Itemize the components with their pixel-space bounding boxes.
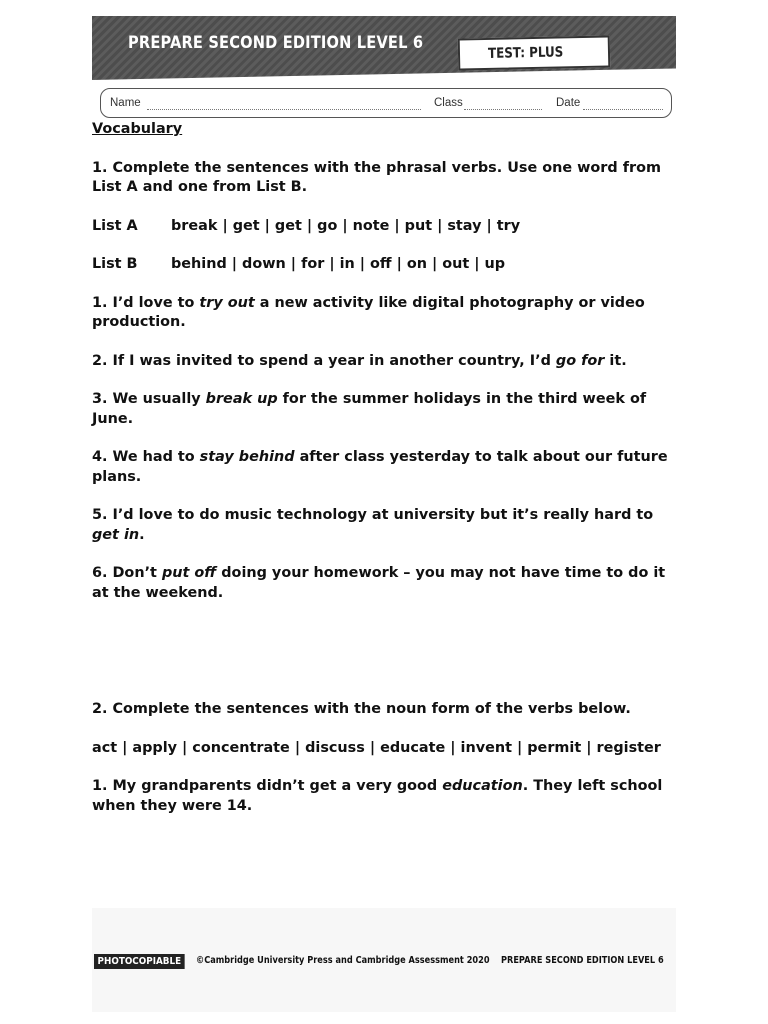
list-b: [92, 255, 682, 275]
sentence-item: 6. Don’t put off doing your homework – you may not have time to do it at the weekend.: [92, 565, 666, 601]
list-a: [92, 217, 682, 237]
sentence-item: 1. I’d love to try out a new activity like digital photography or video production.: [92, 294, 645, 330]
page-footer: [92, 954, 676, 970]
answer-text: go for: [555, 352, 605, 369]
exercise-1-instruction: 1. Complete the sentences with the phrasal verbs. Use one word from List A and one from List B.: [92, 159, 661, 195]
sentence-item: 1. My grandparents didn’t get a very good education. They left school when they were 14.: [92, 778, 663, 814]
class-label: Class: [434, 97, 463, 109]
section-heading: Vocabulary: [92, 121, 183, 137]
answer-text: get in: [92, 526, 140, 543]
footer-edition-title: PREPARE SECOND EDITION LEVEL 6: [501, 955, 664, 966]
answer-text: break up: [205, 391, 278, 407]
exercise-2-instruction: 2. Complete the sentences with the noun form of the verbs below.: [92, 701, 631, 717]
copyright-notice: ©Cambridge University Press and Cambridge Assessment 2020: [196, 955, 490, 966]
test-type-box: [458, 35, 611, 70]
sentence-item: 3. We usually break up for the summer holidays in the third week of June.: [92, 391, 647, 427]
sentence-item: 4. We had to stay behind after class yesterday to talk about our future plans.: [92, 449, 668, 485]
name-label: Name: [110, 97, 141, 109]
answer-text: put off: [161, 565, 217, 581]
list-a-label: List A: [92, 217, 138, 234]
date-field[interactable]: [583, 109, 663, 110]
list-a-words: break | get | get | go | note | put | stay | try: [171, 217, 521, 234]
worksheet-content: [92, 120, 682, 816]
name-field[interactable]: [147, 109, 421, 110]
sentence-item: 2. If I was invited to spend a year in another country, I’d go for it.: [92, 352, 627, 369]
header-title: PREPARE SECOND EDITION LEVEL 6: [128, 33, 424, 53]
verb-list: act | apply | concentrate | discuss | educate | invent | permit | register: [92, 739, 661, 756]
sentence-item: 5. I’d love to do music technology at university but it’s really hard to get in.: [92, 507, 654, 543]
list-b-label: List B: [92, 256, 138, 272]
test-type-label: TEST: PLUS: [487, 44, 564, 62]
answer-text: education: [442, 778, 523, 794]
class-field[interactable]: [464, 109, 542, 110]
answer-text: try out: [199, 294, 255, 311]
photocopiable-badge: PHOTOCOPIABLE: [94, 954, 185, 969]
list-b-words: behind | down | for | in | off | on | out | up: [171, 256, 506, 272]
student-info-bar: [100, 88, 672, 118]
answer-text: stay behind: [199, 449, 295, 465]
date-label: Date: [556, 97, 581, 109]
